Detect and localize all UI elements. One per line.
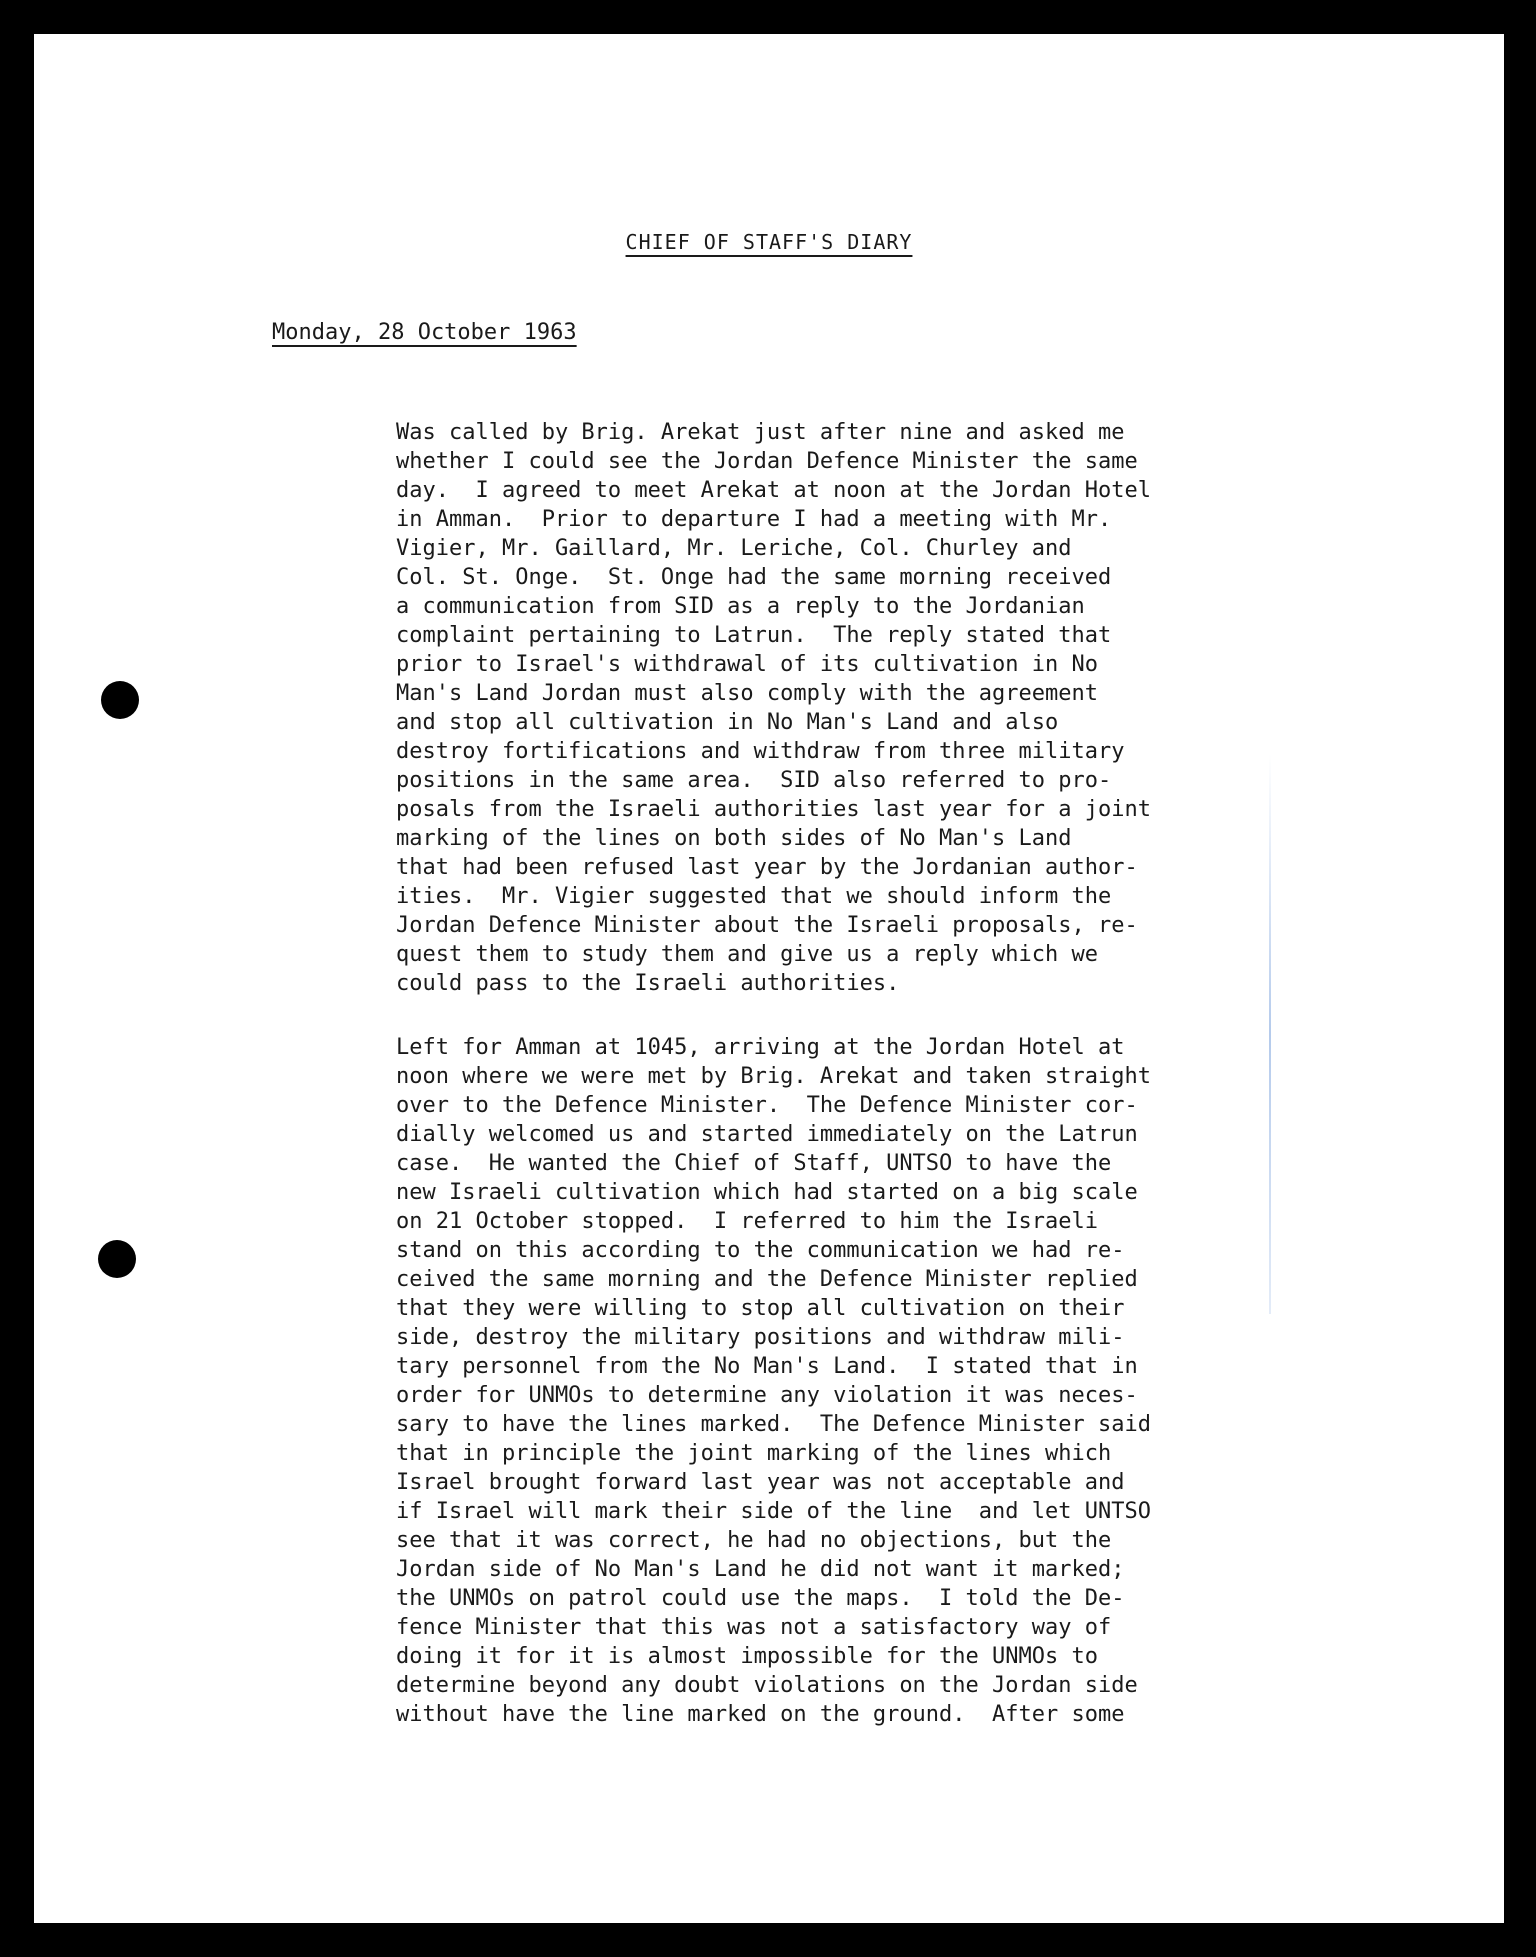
text-line: doing it for it is almost impossible for the UNMOs to [396, 1644, 1098, 1669]
text-line: dially welcomed us and started immediately on the Latrun [396, 1122, 1138, 1147]
text-line: quest them to study them and give us a reply which we [396, 942, 1098, 967]
text-line: the UNMOs on patrol could use the maps. I told the De- [396, 1586, 1125, 1611]
punch-hole-icon [101, 681, 139, 719]
text-line: order for UNMOs to determine any violation it was neces- [396, 1383, 1138, 1408]
text-line: ceived the same morning and the Defence Minister replied [396, 1267, 1138, 1292]
text-line: Vigier, Mr. Gaillard, Mr. Leriche, Col. Churley and [396, 536, 1072, 561]
text-line: see that it was correct, he had no objections, but the [396, 1528, 1112, 1553]
document-title: CHIEF OF STAFF'S DIARY [625, 230, 913, 254]
text-line: Man's Land Jordan must also comply with the agreement [396, 681, 1098, 706]
text-line: that had been refused last year by the Jordanian author- [396, 855, 1138, 880]
text-line: without have the line marked on the ground. After some [396, 1702, 1125, 1727]
text-line: whether I could see the Jordan Defence Minister the same [396, 449, 1138, 474]
text-line: a communication from SID as a reply to the Jordanian [396, 594, 1085, 619]
text-line: posals from the Israeli authorities last year for a joint [396, 797, 1151, 822]
text-line: case. He wanted the Chief of Staff, UNTSO to have the [396, 1151, 1112, 1176]
paragraph [396, 1033, 1446, 1729]
text-line: new Israeli cultivation which had started on a big scale [396, 1180, 1138, 1205]
text-line: over to the Defence Minister. The Defence Minister cor- [396, 1093, 1138, 1118]
document-page [34, 34, 1504, 1923]
text-line: Left for Amman at 1045, arriving at the Jordan Hotel at [396, 1035, 1125, 1060]
text-line: Jordan Defence Minister about the Israeli proposals, re- [396, 913, 1138, 938]
text-line: that in principle the joint marking of the lines which [396, 1441, 1112, 1466]
text-line: Col. St. Onge. St. Onge had the same morning received [396, 565, 1112, 590]
text-line: that they were willing to stop all cultivation on their [396, 1296, 1125, 1321]
text-line: tary personnel from the No Man's Land. I stated that in [396, 1354, 1138, 1379]
paragraph [396, 418, 1446, 998]
text-line: ities. Mr. Vigier suggested that we should inform the [396, 884, 1112, 909]
text-line: Israel brought forward last year was not acceptable and [396, 1470, 1125, 1495]
text-line: determine beyond any doubt violations on the Jordan side [396, 1673, 1138, 1698]
text-line: side, destroy the military positions and withdraw mili- [396, 1325, 1125, 1350]
text-line: in Amman. Prior to departure I had a meeting with Mr. [396, 507, 1112, 532]
text-line: day. I agreed to meet Arekat at noon at the Jordan Hotel [396, 478, 1151, 503]
text-line: Jordan side of No Man's Land he did not want it marked; [396, 1557, 1125, 1582]
text-line: fence Minister that this was not a satisfactory way of [396, 1615, 1112, 1640]
text-line: Was called by Brig. Arekat just after nine and asked me [396, 420, 1125, 445]
text-line: complaint pertaining to Latrun. The reply stated that [396, 623, 1112, 648]
text-line: noon where we were met by Brig. Arekat and taken straight [396, 1064, 1151, 1089]
text-line: positions in the same area. SID also referred to pro- [396, 768, 1112, 793]
text-line: on 21 October stopped. I referred to him the Israeli [396, 1209, 1098, 1234]
diary-date: Monday, 28 October 1963 [272, 320, 577, 345]
text-line: and stop all cultivation in No Man's Land and also [396, 710, 1059, 735]
punch-hole-icon [98, 1240, 136, 1278]
text-line: could pass to the Israeli authorities. [396, 971, 900, 996]
text-line: destroy fortifications and withdraw from three military [396, 739, 1125, 764]
text-line: marking of the lines on both sides of No Man's Land [396, 826, 1072, 851]
text-line: if Israel will mark their side of the line and let UNTSO [396, 1499, 1151, 1524]
text-line: stand on this according to the communication we had re- [396, 1238, 1125, 1263]
text-line: prior to Israel's withdrawal of its cultivation in No [396, 652, 1098, 677]
text-line: sary to have the lines marked. The Defence Minister said [396, 1412, 1151, 1437]
